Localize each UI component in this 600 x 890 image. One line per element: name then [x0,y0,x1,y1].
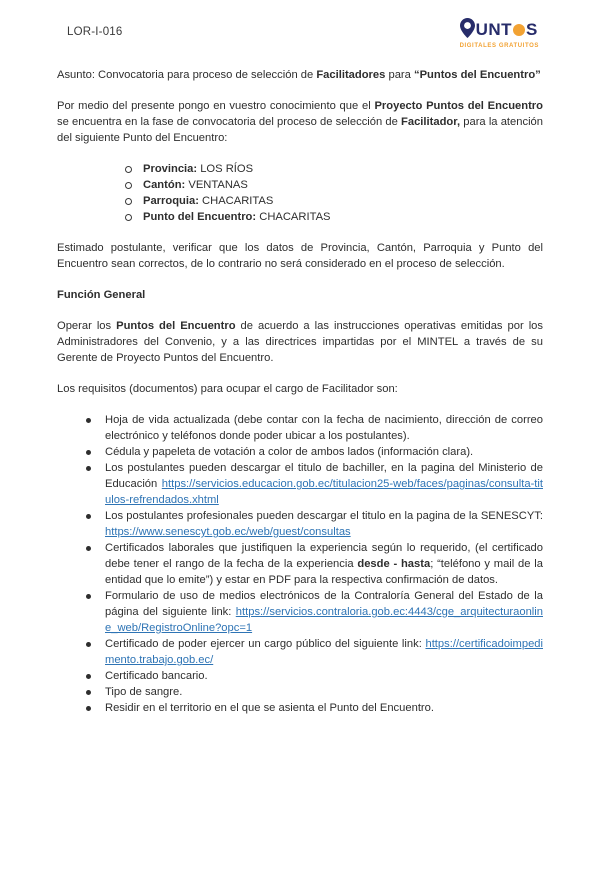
section-heading [57,287,543,303]
text-run: Los postulantes pueden descargar el titulo de bachiller, en la pagina del Ministerio de Educación [105,462,543,490]
text-run: Punto del Encuentro: [143,211,257,223]
text-run: desde - hasta [357,558,431,570]
list-item [85,508,543,540]
text-run: Facilitador, [401,116,461,128]
document-body [57,67,543,716]
text-run: “Puntos del Encuentro” [413,69,541,81]
text-run: para [385,69,414,81]
list-item [85,460,543,508]
list-item [125,209,543,225]
disc-bullet-list [85,412,543,716]
hyperlink[interactable]: https://servicios.contraloria.gob.ec:4443/cge_arquitecturaonline_web/RegistroOnline?opc=1 [105,606,543,634]
paragraph [57,381,543,397]
text-run: Cédula y papeleta de votación a color de ambos lados (información clara). [105,446,474,458]
hyperlink[interactable]: https://servicios.educacion.gob.ec/titulacion25-web/faces/paginas/consulta-titulos-refrendados.xhtml [105,478,543,506]
text-run: Por medio del presente pongo en vuestro conocimiento que el [57,100,375,112]
list-item [125,193,543,209]
puntos-logo [460,18,543,49]
paragraph [57,67,543,83]
text-run: Puntos del Encuentro [116,320,236,332]
text-run: ; “teléfono y mail de la entidad que lo emite”) y estar en PDF para la respectiva confirmación de datos. [105,558,543,586]
document-code: LOR-I-016 [67,26,123,38]
text-run: Los requisitos (documentos) para ocupar el cargo de Facilitador son: [57,383,398,395]
circle-bullet-list [125,161,543,225]
text-run: Facilitadores [316,69,386,81]
text-run: Certificados laborales que justifiquen la experiencia según lo requerido, (el certificado debe tener el rango de la fecha de la experiencia [105,542,543,570]
list-item [85,668,543,684]
paragraph [57,240,543,272]
text-run: Residir en el territorio en el que se asienta el Punto del Encuentro. [105,702,434,714]
text-run: Operar los [57,320,117,332]
text-run: CHACARITAS [256,211,331,223]
text-run: Estimado postulante, verificar que los datos de Provincia, Cantón, Parroquia y Punto del Encuentro sean correctos, de lo contrario no será considerado en el proceso de selección. [57,242,543,270]
text-run: se encuentra en la fase de convocatoria del proceso de selección de [57,116,402,128]
text-run: Proyecto Puntos del Encuentro [374,100,543,112]
list-item [85,684,543,700]
paragraph [57,318,543,366]
list-item [125,161,543,177]
logo-wordmark [460,18,539,41]
logo-text-unt: UNT [475,20,513,39]
logo-tagline: DIGITALES GRATUITOS [459,43,539,49]
list-item [85,540,543,588]
text-run: Certificado bancario. [105,670,208,682]
text-run: Función General [57,289,146,301]
list-item [85,412,543,444]
text-run: Formulario de uso de medios electrónicos de la Contraloría General del Estado de la página del siguiente link: [105,590,543,618]
text-run: Los postulantes profesionales pueden descargar el titulo en la pagina de la SENESCYT: [105,510,543,522]
text-run: Asunto: Convocatoria para proceso de selección de [57,69,317,81]
paragraph [57,98,543,146]
hyperlink[interactable]: https://www.senescyt.gob.ec/web/guest/consultas [105,526,351,538]
hyperlink[interactable]: https://certificadoimpedimento.trabajo.gob.ec/ [105,638,543,666]
location-pin-icon [460,18,475,41]
list-item [85,636,543,668]
text-run: Certificado de poder ejercer un cargo público del siguiente link: [105,638,426,650]
text-run: para la atención del siguiente Punto del Encuentro: [57,116,543,144]
text-run: Hoja de vida actualizada (debe contar con la fecha de nacimiento, dirección de correo electrónico y teléfonos donde poder ubicar a los postulantes). [105,414,543,442]
list-item [85,700,543,716]
logo-orange-dot-icon [513,24,525,36]
text-run: CHACARITAS [198,195,274,207]
text-run: VENTANAS [185,179,248,191]
text-run: Tipo de sangre. [105,686,183,698]
text-run: Parroquia: [143,195,199,207]
logo-text-s: S [526,20,538,39]
list-item [125,177,543,193]
text-run: LOS RÍOS [197,163,254,175]
text-run: de acuerdo a las instrucciones operativas emitidas por los Administradores del Convenio, y a las directrices impartidas por el MINTEL a través de su Gerente de Proyecto Puntos del Encuentro. [57,320,544,364]
text-run: Cantón: [143,179,186,191]
list-item [85,588,543,636]
text-run: Provincia: [143,163,198,175]
document-header [57,18,543,49]
list-item [85,444,543,460]
